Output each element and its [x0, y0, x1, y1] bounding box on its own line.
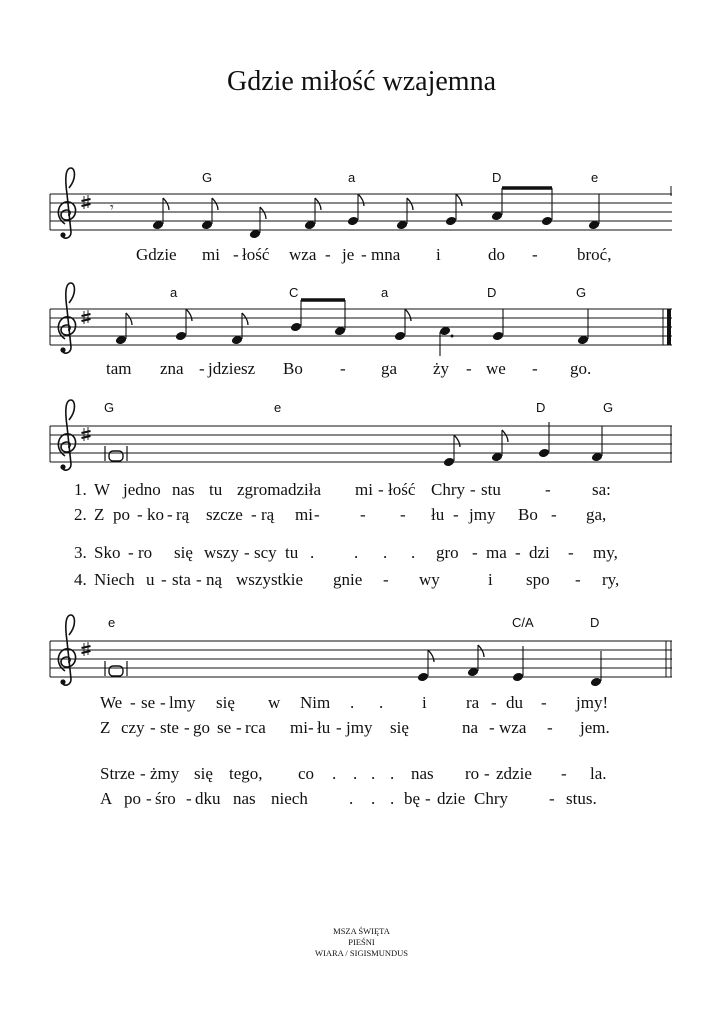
lyric-syllable: Bo	[518, 505, 538, 524]
lyric-hyphen: -	[161, 570, 167, 589]
lyric-syllable: wy	[419, 570, 440, 589]
footer-line: MSZA ŚWIĘTA	[333, 926, 390, 936]
system-1	[50, 168, 672, 264]
lyric-syllable: lmy	[169, 693, 196, 712]
lyric-dot: .	[390, 789, 395, 808]
chord: G	[104, 400, 115, 415]
chord: C/A	[512, 615, 534, 630]
lyric-syllable: jmy!	[576, 693, 609, 712]
lyrics-line	[74, 480, 611, 499]
lyric-hyphen: -	[128, 543, 134, 562]
lyric-hyphen: -	[453, 505, 459, 524]
lyric-syllable: się	[194, 764, 213, 783]
lyrics-line	[74, 570, 619, 589]
lyric-hyphen: -	[561, 764, 567, 783]
lyric-hyphen: -	[196, 570, 202, 589]
lyric-syllable: jem.	[580, 718, 610, 737]
lyric-syllable: szcze	[206, 505, 243, 524]
sharp-icon	[82, 427, 91, 441]
system-3	[50, 400, 672, 589]
footer-line: PIEŚNI	[348, 937, 375, 947]
lyric-hyphen: -	[470, 480, 476, 499]
chord: D	[487, 285, 497, 300]
lyric-syllable: tu	[209, 480, 223, 499]
chord: a	[348, 170, 356, 185]
lyric-syllable: A	[100, 789, 113, 808]
lyric-syllable: Niech	[94, 570, 135, 589]
lyric-dot: .	[390, 764, 395, 783]
lyric-hyphen: -	[150, 718, 156, 737]
lyric-syllable: go	[193, 718, 210, 737]
lyric-hyphen: -	[251, 505, 257, 524]
lyric-hyphen: -	[314, 505, 320, 524]
lyric-syllable: ży	[433, 359, 450, 378]
lyric-syllable: go.	[570, 359, 592, 378]
lyric-syllable: gnie	[333, 570, 363, 589]
lyric-hyphen: -	[400, 505, 406, 524]
lyric-dot: .	[332, 764, 337, 783]
lyric-syllable: dzie	[437, 789, 466, 808]
lyric-dot: .	[371, 764, 376, 783]
lyric-syllable: broć,	[577, 245, 612, 264]
lyric-syllable: na	[462, 718, 479, 737]
lyric-hyphen: -	[137, 505, 143, 524]
lyric-syllable: u	[146, 570, 155, 589]
lyric-syllable: ste	[160, 718, 179, 737]
lyric-syllable: mna	[371, 245, 401, 264]
sharp-icon	[82, 642, 91, 656]
eighth-rest-icon: 𝄾	[110, 201, 114, 216]
lyric-syllable: nas	[233, 789, 256, 808]
lyric-syllable: je	[342, 245, 355, 264]
chord: e	[274, 400, 282, 415]
lyric-syllable: Chry	[474, 789, 508, 808]
lyric-syllable: się	[216, 693, 235, 712]
lyric-syllable: zna	[160, 359, 184, 378]
lyric-syllable: zgromadziła	[237, 480, 322, 499]
chord: D	[536, 400, 546, 415]
lyric-hyphen: -	[545, 480, 551, 499]
lyric-syllable: nas	[411, 764, 434, 783]
lyric-hyphen: -	[532, 245, 538, 264]
lyric-syllable: bę	[404, 789, 421, 808]
lyric-syllable: w	[268, 693, 281, 712]
lyric-syllable: po	[113, 505, 130, 524]
lyric-syllable: ro	[138, 543, 153, 562]
lyric-hyphen: -	[361, 245, 367, 264]
chord: a	[381, 285, 389, 300]
lyric-syllable: po	[124, 789, 141, 808]
lyric-syllable: Z	[94, 505, 105, 524]
lyric-syllable: Chry	[431, 480, 465, 499]
lyric-syllable: W	[94, 480, 111, 499]
chord: D	[590, 615, 600, 630]
lyric-hyphen: -	[308, 718, 314, 737]
lyric-syllable: ną	[206, 570, 223, 589]
lyrics-line	[74, 505, 606, 524]
lyric-syllable: ga	[381, 359, 398, 378]
lyric-syllable: i	[436, 245, 441, 264]
lyric-syllable: wza	[289, 245, 317, 264]
lyric-syllable: i	[488, 570, 493, 589]
lyric-hyphen: -	[340, 359, 346, 378]
lyric-dot: .	[379, 693, 384, 712]
lyric-dot: .	[353, 764, 358, 783]
lyrics-line	[106, 359, 591, 378]
lyric-syllable: ro	[465, 764, 480, 783]
lyric-syllable: Sko	[94, 543, 121, 562]
lyric-syllable: nas	[172, 480, 195, 499]
lyric-syllable: mi	[295, 505, 313, 524]
lyric-syllable: stus.	[566, 789, 597, 808]
lyric-syllable: wszy	[204, 543, 239, 562]
lyrics-line	[74, 543, 618, 562]
lyric-syllable: ko	[147, 505, 164, 524]
lyric-hyphen: -	[383, 570, 389, 589]
lyric-syllable: niech	[271, 789, 308, 808]
chord: G	[576, 285, 587, 300]
lyric-syllable: do	[488, 245, 505, 264]
notes-3	[105, 422, 603, 467]
footer-line: WIARA / SIGISMUNDUS	[314, 948, 409, 958]
lyric-dot: .	[350, 693, 355, 712]
lyric-syllable: we	[486, 359, 506, 378]
song-title: Gdzie miłość wzajemna	[226, 66, 496, 97]
notes-4	[105, 645, 602, 687]
chord: e	[591, 170, 599, 185]
lyric-syllable: rą	[261, 505, 275, 524]
lyric-hyphen: -	[575, 570, 581, 589]
lyric-hyphen: -	[532, 359, 538, 378]
lyric-syllable: Z	[100, 718, 111, 737]
lyric-syllable: żmy	[150, 764, 180, 783]
lyric-syllable: dku	[195, 789, 221, 808]
lyric-syllable: dzi	[529, 543, 550, 562]
lyric-syllable: jmy	[346, 718, 373, 737]
lyric-syllable: jedno	[123, 480, 161, 499]
lyric-syllable: tu	[285, 543, 299, 562]
lyric-syllable: łu	[431, 505, 445, 524]
lyric-hyphen: -	[541, 693, 547, 712]
lyric-syllable: se	[217, 718, 232, 737]
lyric-syllable: gro	[436, 543, 459, 562]
lyric-dot: .	[354, 543, 359, 562]
lyric-syllable: co	[298, 764, 315, 783]
lyric-hyphen: -	[160, 693, 166, 712]
verse-number: 2.	[74, 505, 87, 524]
sharp-icon	[82, 195, 91, 209]
lyric-hyphen: -	[167, 505, 173, 524]
lyric-syllable: jmy	[469, 505, 496, 524]
lyric-dot: .	[411, 543, 416, 562]
lyric-hyphen: -	[515, 543, 521, 562]
lyric-syllable: zdzie	[496, 764, 532, 783]
verse-number: 3.	[74, 543, 87, 562]
lyric-hyphen: -	[233, 245, 239, 264]
lyric-hyphen: -	[186, 789, 192, 808]
sharp-icon	[82, 310, 91, 324]
lyric-syllable: się	[174, 543, 193, 562]
lyric-hyphen: -	[472, 543, 478, 562]
lyric-syllable: scy	[254, 543, 277, 562]
lyrics-line	[100, 718, 610, 737]
chord: e	[108, 615, 116, 630]
lyric-hyphen: -	[146, 789, 152, 808]
system-4	[50, 615, 672, 808]
lyric-hyphen: -	[551, 505, 557, 524]
lyric-syllable: ry,	[602, 570, 620, 589]
lyric-syllable: tam	[106, 359, 132, 378]
chord: D	[492, 170, 502, 185]
lyrics-line	[100, 789, 597, 808]
chord: a	[170, 285, 178, 300]
lyric-syllable: się	[390, 718, 409, 737]
lyric-syllable: mi	[290, 718, 308, 737]
lyric-syllable: du	[506, 693, 523, 712]
lyric-hyphen: -	[199, 359, 205, 378]
lyrics-line	[100, 693, 608, 712]
lyric-syllable: tego,	[229, 764, 263, 783]
chord: G	[202, 170, 213, 185]
lyric-hyphen: -	[336, 718, 342, 737]
lyric-hyphen: -	[568, 543, 574, 562]
lyric-hyphen: -	[184, 718, 190, 737]
verse-number: 4.	[74, 570, 87, 589]
lyric-syllable: wszystkie	[236, 570, 304, 589]
lyric-syllable: i	[422, 693, 427, 712]
lyric-hyphen: -	[325, 245, 331, 264]
lyric-syllable: rca	[245, 718, 266, 737]
lyric-syllable: łość	[242, 245, 270, 264]
lyric-dot: .	[383, 543, 388, 562]
lyric-syllable: jdziesz	[208, 359, 256, 378]
notes-2	[115, 300, 589, 356]
lyric-hyphen: -	[489, 718, 495, 737]
lyric-syllable: la.	[590, 764, 607, 783]
staff-1	[50, 186, 672, 230]
lyric-syllable: łu	[317, 718, 331, 737]
lyric-syllable: Gdzie	[136, 245, 177, 264]
lyric-syllable: We	[100, 693, 123, 712]
verse-number: 1.	[74, 480, 87, 499]
lyric-hyphen: -	[549, 789, 555, 808]
lyrics-line	[136, 245, 611, 264]
lyric-hyphen: -	[140, 764, 146, 783]
lyrics-line	[100, 764, 607, 783]
lyric-hyphen: -	[378, 480, 384, 499]
chord: G	[603, 400, 614, 415]
staff-4	[50, 641, 672, 677]
lyric-syllable: Bo	[283, 359, 303, 378]
lyric-dot: .	[349, 789, 354, 808]
lyric-dot: .	[310, 543, 315, 562]
lyric-syllable: ra	[466, 693, 480, 712]
lyric-hyphen: -	[236, 718, 242, 737]
lyric-hyphen: -	[244, 543, 250, 562]
lyric-syllable: mi	[355, 480, 373, 499]
lyric-syllable: my,	[593, 543, 618, 562]
lyric-hyphen: -	[491, 693, 497, 712]
lyric-syllable: rą	[176, 505, 190, 524]
lyric-syllable: mi	[202, 245, 220, 264]
lyric-syllable: ma	[486, 543, 507, 562]
lyric-syllable: sta	[172, 570, 191, 589]
lyric-hyphen: -	[360, 505, 366, 524]
lyric-syllable: spo	[526, 570, 550, 589]
lyric-syllable: łość	[388, 480, 416, 499]
footer	[0, 926, 723, 959]
system-2	[50, 283, 672, 378]
notes-1	[152, 188, 600, 239]
lyric-hyphen: -	[484, 764, 490, 783]
lyric-syllable: sa:	[592, 480, 611, 499]
lyric-syllable: ga,	[586, 505, 607, 524]
chord: C	[289, 285, 299, 300]
lyric-syllable: stu	[481, 480, 501, 499]
lyric-syllable: śro	[155, 789, 176, 808]
lyric-syllable: se	[141, 693, 156, 712]
lyric-dot: .	[371, 789, 376, 808]
lyric-hyphen: -	[130, 693, 136, 712]
lyric-syllable: Nim	[300, 693, 331, 712]
lyric-syllable: czy	[121, 718, 145, 737]
lyric-syllable: wza	[499, 718, 527, 737]
staff-3	[50, 426, 672, 462]
lyric-hyphen: -	[425, 789, 431, 808]
lyric-hyphen: -	[466, 359, 472, 378]
lyric-hyphen: -	[547, 718, 553, 737]
lyric-syllable: Strze	[100, 764, 135, 783]
